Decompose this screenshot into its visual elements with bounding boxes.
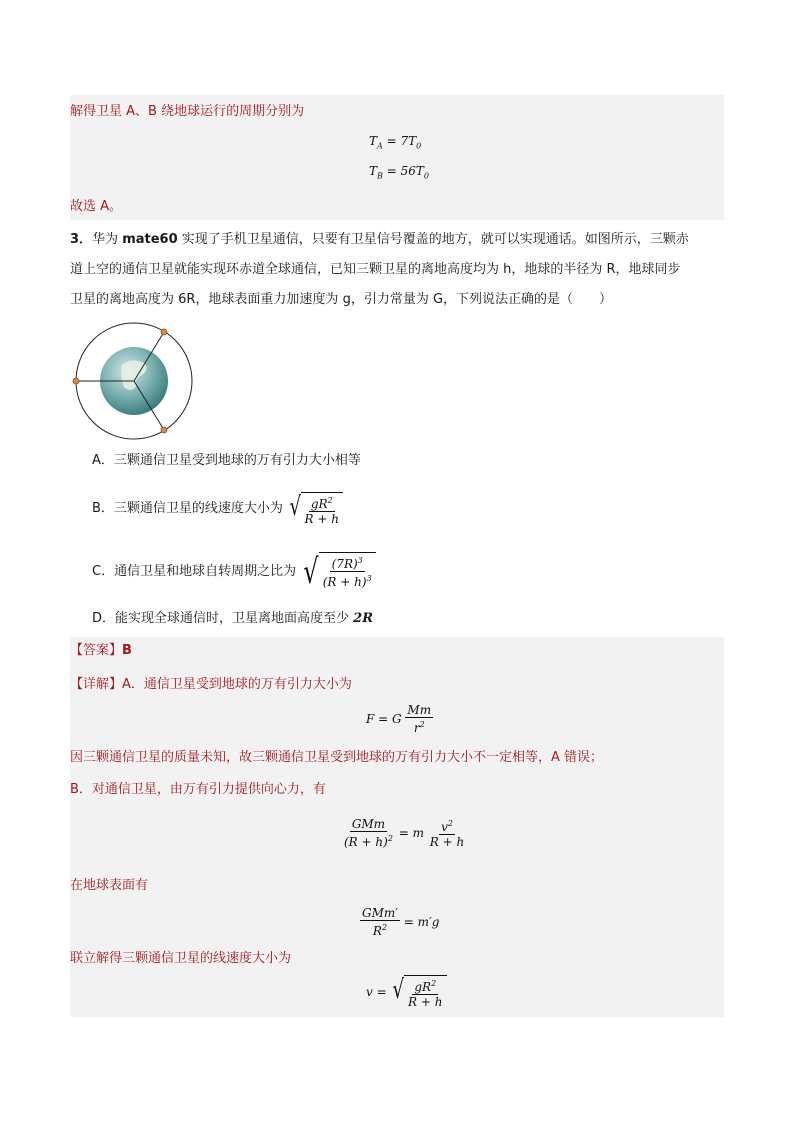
option-b-formula: √ $\frac{gR^2}{R + h}$ (287, 492, 343, 526)
option-a[interactable]: A．三颗通信卫星受到地球的万有引力大小相等 (92, 453, 361, 468)
detail-line-3: B．对通信卫星，由万有引力提供向心力，有 (70, 782, 326, 797)
answer-label: 【答案】 (70, 643, 123, 658)
question-3-line-1: 3．华为 mate60 实现了手机卫星通信，只要有卫星信号覆盖的地方，就可以实现通话。如图所示，三颗赤 (70, 232, 689, 247)
satellite-orbit-diagram (70, 315, 200, 445)
question-3-line-3: 卫星的离地高度为 6R，地球表面重力加速度为 g，引力常量为 G，下列说法正确的是（ ） (70, 292, 613, 307)
satellite-bottom (161, 427, 167, 433)
solution-text-periods: 解得卫星 A、B 绕地球运行的周期分别为 (70, 104, 305, 119)
satellite-left (73, 378, 79, 384)
option-c-formula: √ $\frac{(7R)^3}{(R + h)^3}$ (300, 552, 376, 592)
option-c[interactable]: C．通信卫星和地球自转周期之比为 √ $\frac{(7R)^3}{(R + h)^3}$ (92, 552, 376, 592)
equation-velocity: v = √ $\frac{gR^2}{R + h}$ (366, 975, 447, 1009)
question-number: 3． (70, 232, 93, 247)
detail-line-1: 【详解】A．通信卫星受到地球的万有引力大小为 (70, 677, 352, 692)
option-b[interactable]: B．三颗通信卫星的线速度大小为 √ $\frac{gR^2}{R + h}$ (92, 492, 343, 526)
equation-gravity-force: F = G $\frac{Mm}{r^2}$ (366, 703, 432, 735)
detail-line-2: 因三颗通信卫星的质量未知，故三颗通信卫星受到地球的万有引力大小不一定相等，A 错误； (70, 750, 604, 765)
answer-line (70, 640, 724, 662)
question-3-line-2: 道上空的通信卫星就能实现环赤道全球通信，已知三颗卫星的离地高度均为 h，地球的半径为 R，地球同步 (70, 262, 681, 277)
answer-value: B (122, 643, 132, 658)
detail-line-5: 联立解得三颗通信卫星的线速度大小为 (70, 951, 292, 966)
satellite-top (161, 329, 167, 335)
detail-label: 【详解】 (70, 677, 123, 692)
solution-conclusion: 故选 A。 (70, 199, 123, 214)
equation-ta: $T_A = 7T_0$ (369, 134, 422, 151)
detail-line-4: 在地球表面有 (70, 878, 149, 893)
equation-centripetal: $\frac{\text{GMm}}{(R + h)^2}$ = m $\frac{v^2}{R + h}$ (344, 817, 465, 849)
option-d[interactable]: D．能实现全球通信时，卫星离地面高度至少 2R (92, 611, 374, 626)
equation-tb: $T_B = 56T_0$ (369, 164, 429, 181)
equation-surface-gravity: $\frac{\text{GMm′}}{R^2}$ = m′g (362, 906, 440, 938)
